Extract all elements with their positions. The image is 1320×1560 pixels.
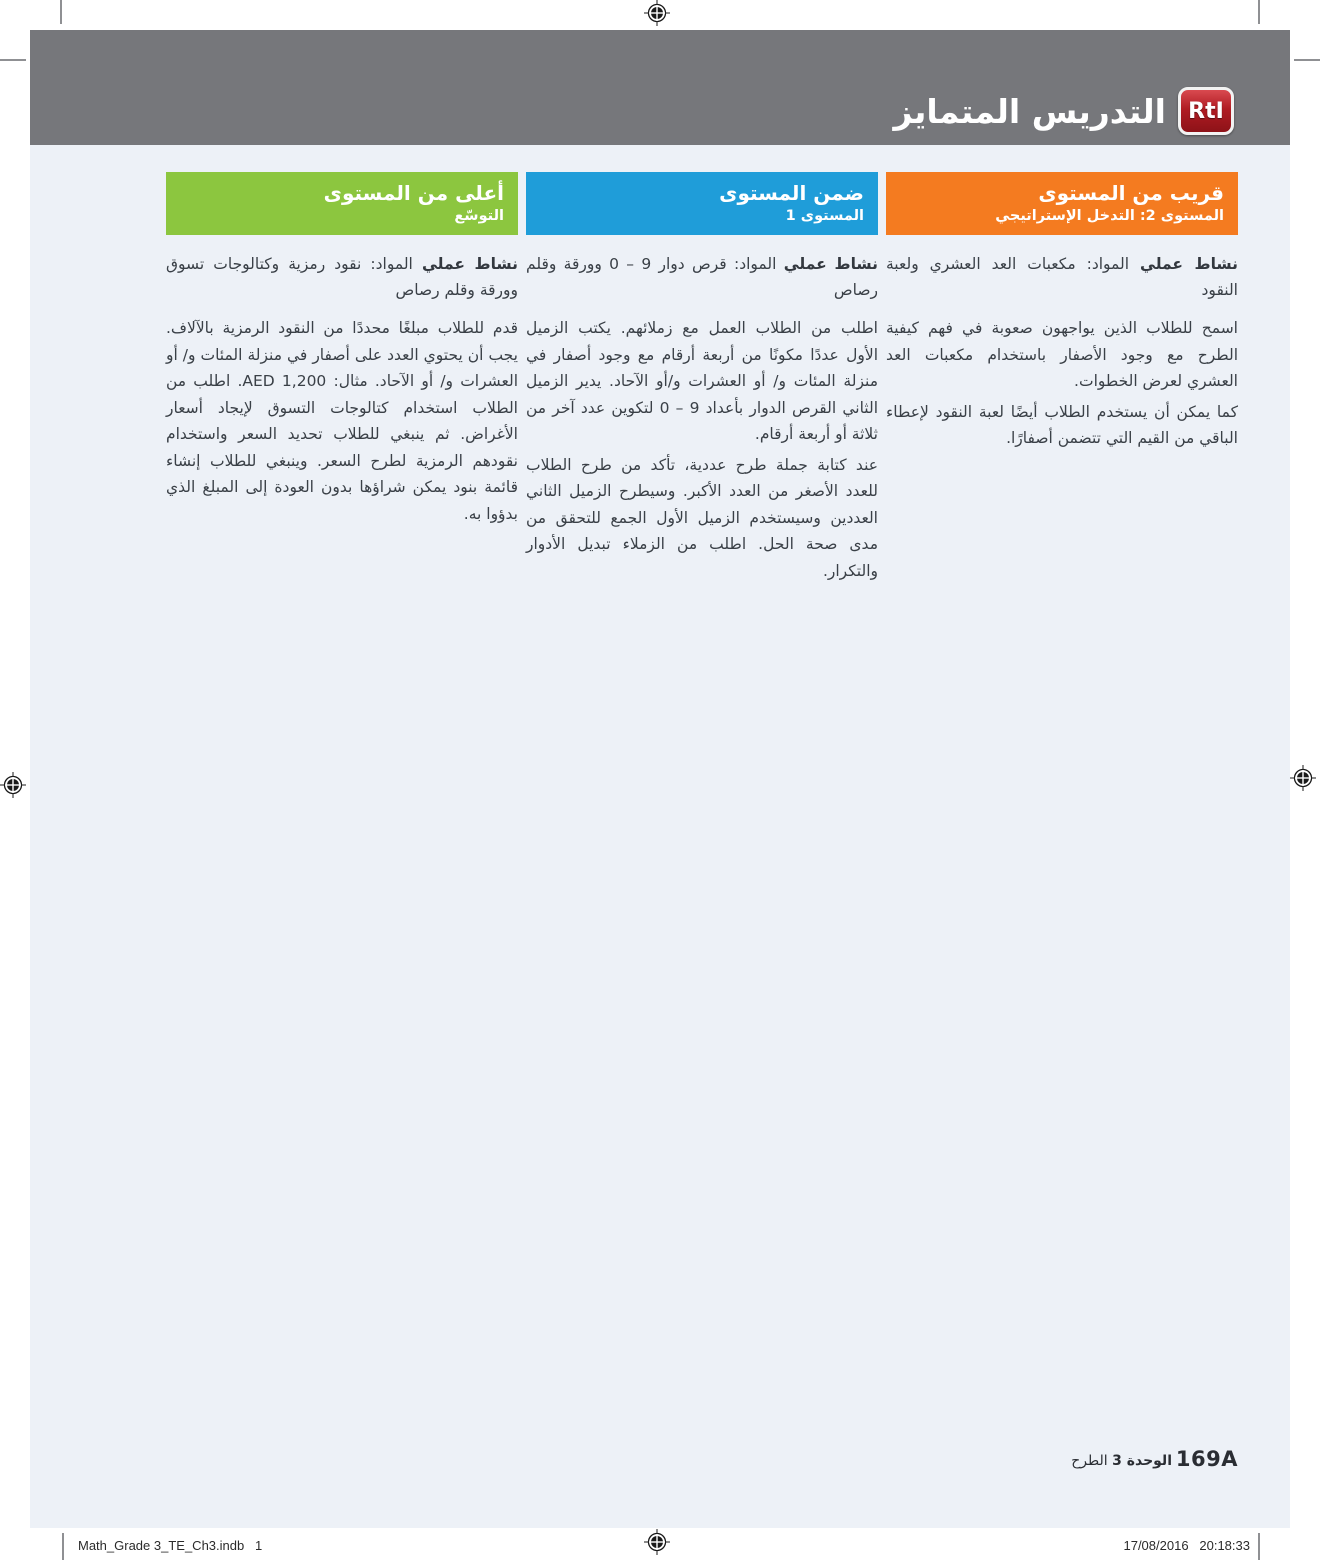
crop-mark-top-right-vertical bbox=[1258, 0, 1260, 24]
print-file-name: Math_Grade 3_TE_Ch3.indb 1 bbox=[78, 1538, 263, 1553]
level-title: قريب من المستوى bbox=[1038, 181, 1224, 205]
level-column-beyond bbox=[166, 172, 518, 584]
registration-mark-left bbox=[0, 772, 26, 798]
materials-line bbox=[166, 251, 518, 303]
level-subtitle: المستوى 2: التدخل الإستراتيجي bbox=[995, 208, 1224, 224]
registration-mark-top bbox=[644, 0, 670, 26]
instruction-paragraph: عند كتابة جملة طرح عددية، تأكد من طرح الطلاب للعدد الأصغر من العدد الأكبر. وسيطرح الزميل الثاني العددين وسيستخدم الزميل الأول الجمع للتحقق من مدى صحة الحل. اطلب من الزملاء تبديل الأدوار والتكرار. bbox=[526, 455, 878, 580]
crop-mark-bottom-left-vertical bbox=[62, 1533, 64, 1560]
instruction-paragraph: قدم للطلاب مبلغًا محددًا من النقود الرمزية بالآلاف. يجب أن يحتوي العدد على أصفار في منزلة المئات و/ أو العشرات و/ أو الآحاد. مثال: AED 1,200. اطلب من الطلاب استخدام كتالوجات التسوق لإيجاد أسعار الأغراض. ثم ينبغي للطلاب تحديد السعر واستخدام نقودهم الرمزية لطرح السعر. وينبغي للطلاب إنشاء قائمة بنود يمكن شراؤها بدون العودة إلى المبلغ الذي بدؤوا به. bbox=[166, 319, 518, 523]
registration-mark-bottom bbox=[644, 1529, 670, 1555]
level-header-beyond bbox=[166, 172, 518, 235]
rti-logo-text: RtI bbox=[1188, 98, 1224, 124]
instruction-paragraph: اطلب من الطلاب العمل مع زملائهم. يكتب الزميل الأول عددًا مكونًا من أربعة أرقام مع وجود أصفار في منزلة المئات و/ أو العشرات و/أو الآحاد. يدير الزميل الثاني القرص الدوار بأعداد 9 – 0 لتكوين عدد آخر من ثلاثة أو أربعة أرقام. bbox=[526, 319, 879, 443]
crop-mark-top-left-vertical bbox=[60, 0, 62, 24]
activity-label: نشاط عملي bbox=[1140, 255, 1238, 273]
materials-text: المواد: نقود رمزية وكتالوجات تسوق وورقة وقلم رصاص bbox=[166, 255, 518, 299]
materials-text: المواد: مكعبات العد العشري ولعبة النقود bbox=[886, 255, 1238, 299]
level-subtitle: المستوى 1 bbox=[785, 208, 864, 224]
instruction-paragraph: كما يمكن أن يستخدم الطلاب أيضًا لعبة النقود لإعطاء الباقي من القيم التي تتضمن أصفارًا. bbox=[886, 402, 1238, 447]
level-column-approaching bbox=[886, 172, 1238, 584]
differentiated-instruction-columns bbox=[166, 172, 1238, 584]
chapter-header-band bbox=[30, 30, 1290, 145]
unit-label-bold: الوحدة 3 bbox=[1112, 1453, 1172, 1469]
materials-line bbox=[526, 251, 878, 303]
page-body bbox=[30, 145, 1290, 1528]
registration-mark-right bbox=[1290, 765, 1316, 791]
level-header-approaching bbox=[886, 172, 1238, 235]
instruction-paragraph: اسمح للطلاب الذين يواجهون صعوبة في فهم كيفية الطرح مع وجود الأصفار باستخدام مكعبات العد العشري لعرض الخطوات. bbox=[886, 319, 1238, 390]
materials-text: المواد: قرص دوار 9 – 0 وورقة وقلم رصاص bbox=[526, 255, 878, 299]
level-column-on-level bbox=[526, 172, 878, 584]
unit-label bbox=[1071, 1453, 1172, 1469]
crop-mark-bottom-right-vertical bbox=[1258, 1533, 1260, 1560]
materials-line bbox=[886, 251, 1238, 303]
page-title: التدريس المتمايز bbox=[893, 91, 1166, 131]
print-timestamp: 17/08/2016 20:18:33 bbox=[1123, 1538, 1250, 1553]
crop-mark-top-left-horizontal bbox=[0, 59, 26, 61]
unit-label-rest: الطرح bbox=[1071, 1453, 1113, 1469]
level-title: ضمن المستوى bbox=[719, 181, 864, 205]
crop-mark-top-right-horizontal bbox=[1294, 59, 1320, 61]
page-number: 169A bbox=[1175, 1447, 1238, 1471]
activity-label: نشاط عملي bbox=[783, 255, 878, 273]
activity-label: نشاط عملي bbox=[421, 255, 518, 273]
level-header-on-level bbox=[526, 172, 878, 235]
level-subtitle: التوسّع bbox=[454, 208, 504, 224]
rti-logo bbox=[1178, 87, 1234, 135]
level-title: أعلى من المستوى bbox=[323, 181, 504, 205]
